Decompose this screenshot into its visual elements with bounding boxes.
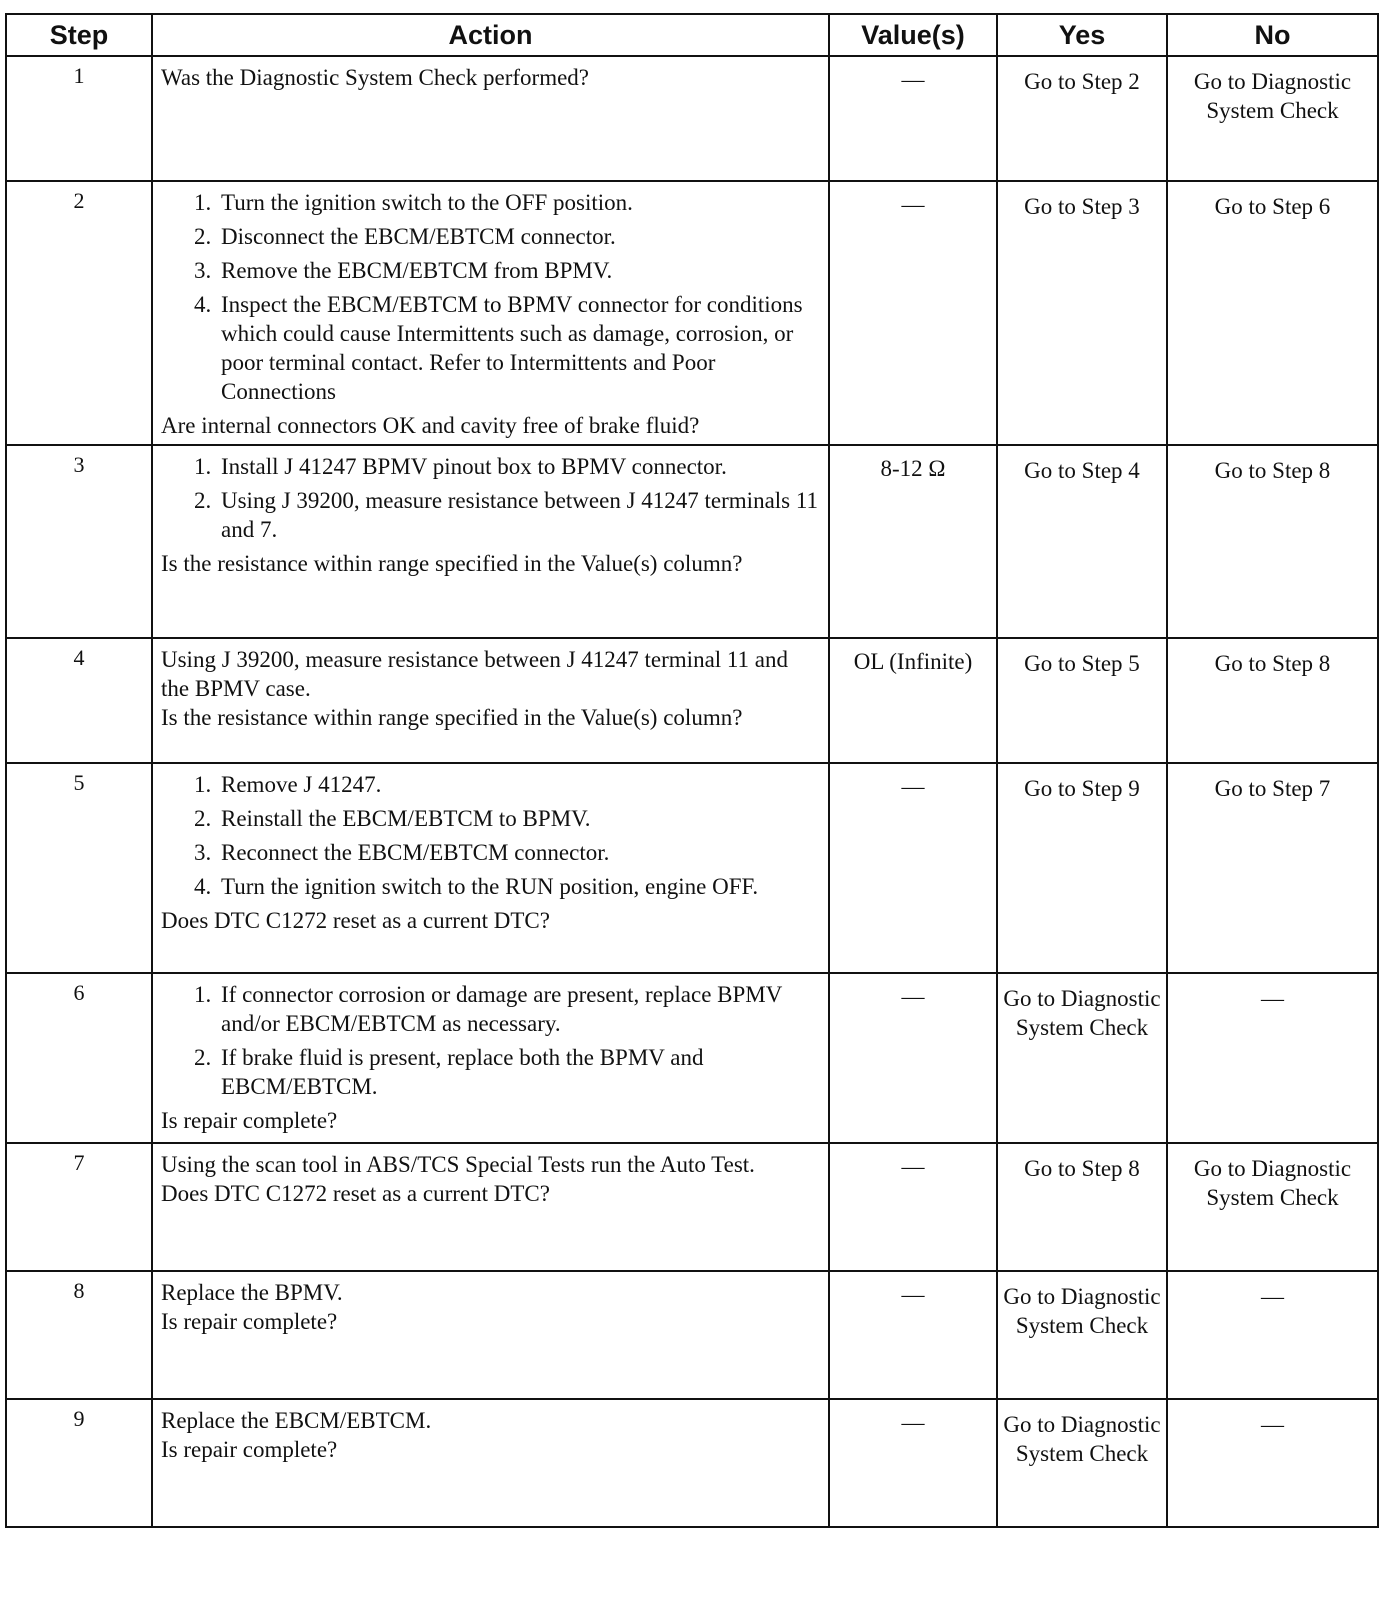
table-row: [6, 638, 1378, 763]
step-header: Step: [6, 14, 152, 56]
table-row: [6, 56, 1378, 181]
action-text: Using J 39200, measure resistance between J 41247 terminal 11 and the BPMV case.: [161, 647, 789, 701]
step-number: 6: [6, 973, 152, 1143]
action-step: 3. Remove the EBCM/EBTCM from BPMV.: [217, 256, 820, 285]
action-step: 2. Reinstall the EBCM/EBTCM to BPMV.: [217, 804, 820, 833]
table-row: [6, 181, 1378, 445]
action-header: Action: [152, 14, 829, 56]
no-cell: —: [1167, 1399, 1378, 1527]
no-cell: Go to Step 8: [1167, 638, 1378, 763]
no-header: No: [1167, 14, 1378, 56]
action-step: 1. If connector corrosion or damage are present, replace BPMV and/or EBCM/EBTCM as necessary.: [217, 980, 820, 1038]
table-row: [6, 973, 1378, 1143]
action-text: Was the Diagnostic System Check performed?: [161, 65, 590, 90]
action-step: 1. Turn the ignition switch to the OFF position.: [217, 188, 820, 217]
action-cell: [152, 763, 829, 973]
action-step: 1. Install J 41247 BPMV pinout box to BPMV connector.: [217, 452, 820, 481]
action-step: 4. Turn the ignition switch to the RUN position, engine OFF.: [217, 872, 820, 901]
action-question: Does DTC C1272 reset as a current DTC?: [161, 1181, 550, 1206]
action-step: 2. If brake fluid is present, replace both the BPMV and EBCM/EBTCM.: [217, 1043, 820, 1101]
action-step: 2. Disconnect the EBCM/EBTCM connector.: [217, 222, 820, 251]
value-cell: —: [829, 763, 997, 973]
action-cell: [152, 638, 829, 763]
no-cell: Go to Step 6: [1167, 181, 1378, 445]
action-steps: [161, 188, 820, 406]
value-cell: OL (Infinite): [829, 638, 997, 763]
value-cell: 8-12 Ω: [829, 445, 997, 638]
yes-cell: Go to Step 3: [997, 181, 1167, 445]
action-text: Replace the BPMV.: [161, 1280, 343, 1305]
table-row: [6, 763, 1378, 973]
action-cell: [152, 445, 829, 638]
action-cell: [152, 56, 829, 181]
values-header: Value(s): [829, 14, 997, 56]
action-question: Is repair complete?: [161, 1437, 338, 1462]
step-number: 1: [6, 56, 152, 181]
value-cell: —: [829, 56, 997, 181]
yes-cell: Go to Diagnostic System Check: [997, 1399, 1167, 1527]
header-row: [6, 14, 1378, 56]
no-cell: Go to Diagnostic System Check: [1167, 1143, 1378, 1271]
yes-cell: Go to Step 5: [997, 638, 1167, 763]
yes-cell: Go to Diagnostic System Check: [997, 1271, 1167, 1399]
yes-cell: Go to Step 2: [997, 56, 1167, 181]
step-number: 7: [6, 1143, 152, 1271]
table-row: [6, 1143, 1378, 1271]
value-cell: —: [829, 181, 997, 445]
table-row: [6, 1271, 1378, 1399]
no-cell: Go to Step 7: [1167, 763, 1378, 973]
diagnostic-table: [5, 13, 1379, 1528]
yes-cell: Go to Step 4: [997, 445, 1167, 638]
yes-header: Yes: [997, 14, 1167, 56]
no-cell: Go to Diagnostic System Check: [1167, 56, 1378, 181]
action-question: Are internal connectors OK and cavity free of brake fluid?: [161, 413, 700, 438]
step-number: 8: [6, 1271, 152, 1399]
no-cell: —: [1167, 973, 1378, 1143]
action-question: Is the resistance within range specified in the Value(s) column?: [161, 551, 743, 576]
value-cell: —: [829, 1271, 997, 1399]
action-steps: [161, 770, 820, 901]
action-question: Is the resistance within range specified in the Value(s) column?: [161, 705, 743, 730]
action-cell: [152, 1271, 829, 1399]
value-cell: —: [829, 1399, 997, 1527]
step-number: 4: [6, 638, 152, 763]
action-step: 3. Reconnect the EBCM/EBTCM connector.: [217, 838, 820, 867]
action-question: Does DTC C1272 reset as a current DTC?: [161, 908, 550, 933]
action-text: Using the scan tool in ABS/TCS Special Tests run the Auto Test.: [161, 1152, 755, 1177]
no-cell: Go to Step 8: [1167, 445, 1378, 638]
action-steps: [161, 980, 820, 1101]
action-question: Is repair complete?: [161, 1309, 338, 1334]
table-row: [6, 445, 1378, 638]
value-cell: —: [829, 1143, 997, 1271]
value-cell: —: [829, 973, 997, 1143]
action-text: Replace the EBCM/EBTCM.: [161, 1408, 432, 1433]
yes-cell: Go to Diagnostic System Check: [997, 973, 1167, 1143]
action-cell: [152, 181, 829, 445]
step-number: 3: [6, 445, 152, 638]
action-cell: [152, 973, 829, 1143]
table-row: [6, 1399, 1378, 1527]
no-cell: —: [1167, 1271, 1378, 1399]
action-question: Is repair complete?: [161, 1108, 338, 1133]
step-number: 2: [6, 181, 152, 445]
action-steps: [161, 452, 820, 544]
action-step: 4. Inspect the EBCM/EBTCM to BPMV connector for conditions which could cause Intermittents such as damage, corrosion, or poor terminal contact. Refer to Intermittents and Poor Connections: [217, 290, 820, 406]
step-number: 5: [6, 763, 152, 973]
step-number: 9: [6, 1399, 152, 1527]
yes-cell: Go to Step 9: [997, 763, 1167, 973]
action-step: 1. Remove J 41247.: [217, 770, 820, 799]
action-cell: [152, 1399, 829, 1527]
action-cell: [152, 1143, 829, 1271]
action-step: 2. Using J 39200, measure resistance between J 41247 terminals 11 and 7.: [217, 486, 820, 544]
yes-cell: Go to Step 8: [997, 1143, 1167, 1271]
